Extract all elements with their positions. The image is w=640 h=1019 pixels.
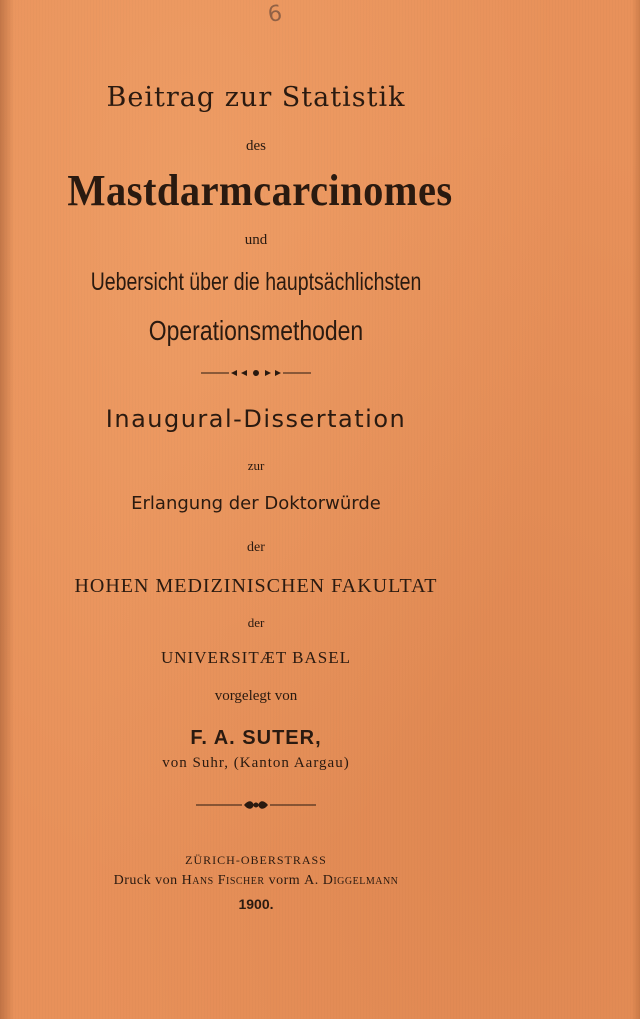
main-title: Mastdarmcarcinomes	[67, 166, 453, 215]
text-erlangung: Erlangung der Doktorwürde	[131, 493, 381, 514]
author-name: F. A. SUTER,	[190, 727, 322, 749]
publication-place: ZÜRICH-OBERSTRASS	[185, 853, 327, 867]
title-line-1: Beitrag zur Statistik	[106, 82, 406, 113]
printer-mid: vorm	[264, 873, 305, 888]
printer-line	[0, 873, 512, 889]
printer-prefix: Druck von	[113, 873, 182, 888]
ornament-divider-bottom	[0, 798, 512, 812]
dissertation-heading: Inaugural-Dissertation	[105, 405, 407, 433]
faculty-name: HOHEN MEDIZINISCHEN FAKULTAT	[74, 575, 438, 597]
title-des: des	[246, 138, 266, 154]
title-line-3: Uebersicht über die hauptsächlichsten	[90, 268, 422, 296]
text-zur: zur	[247, 458, 265, 473]
university-name: UNIVERSITÆT BASEL	[161, 648, 351, 667]
printer-name: Hans Fischer	[181, 873, 265, 888]
printer-previous: A. Diggelmann	[304, 873, 399, 888]
author-origin: von Suhr, (Kanton Aargau)	[162, 755, 350, 771]
title-und: und	[244, 232, 268, 248]
publication-year: 1900.	[238, 896, 274, 912]
pencil-annotation: 6	[266, 1, 284, 28]
ornament-divider-top	[0, 368, 512, 378]
text-der-2: der	[247, 615, 265, 630]
title-line-4: Operationsmethoden	[148, 315, 364, 346]
text-der-1: der	[247, 540, 265, 555]
text-vorgelegt: vorgelegt von	[214, 688, 298, 704]
